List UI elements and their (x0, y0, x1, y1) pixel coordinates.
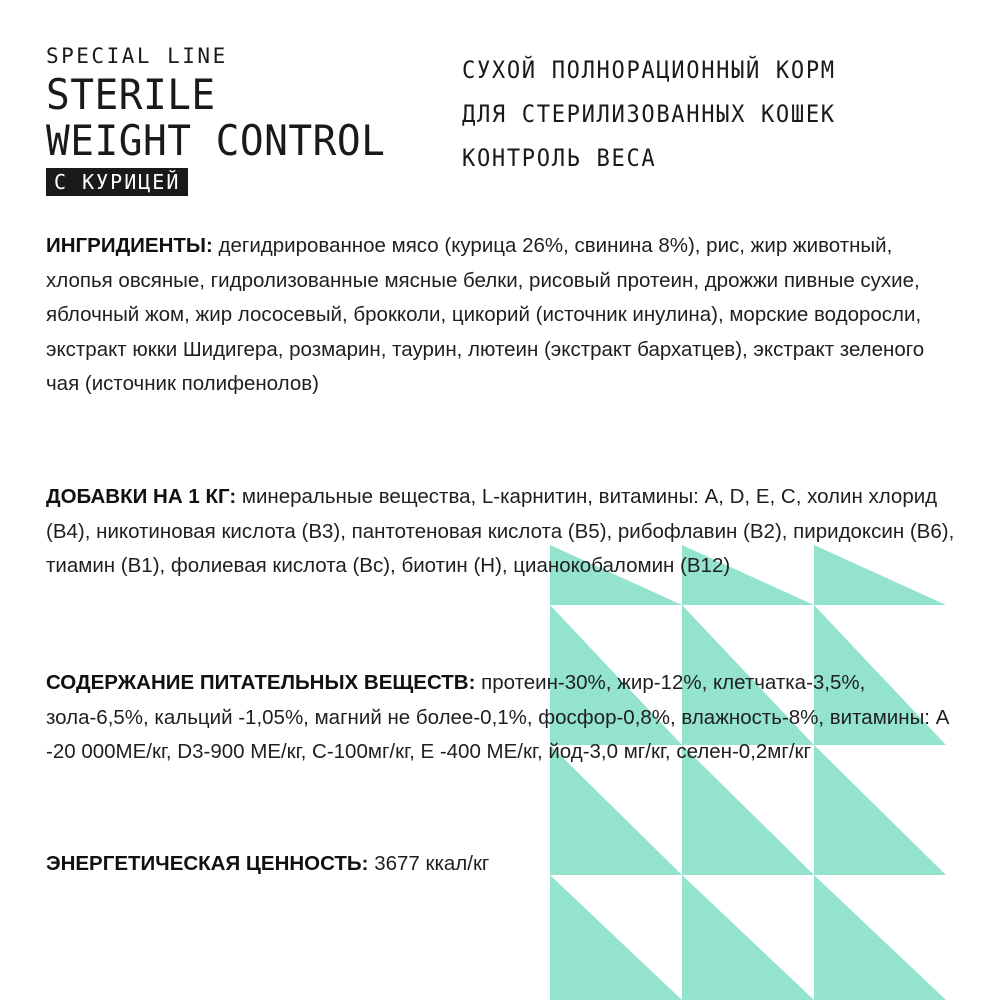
product-line-label: SPECIAL LINE (46, 44, 228, 68)
description-line-1: СУХОЙ ПОЛНОРАЦИОННЫЙ КОРМ (462, 56, 836, 84)
additives-text: минеральные вещества, L-карнитин, витамины: A, D, E, C, холин хлорид (В4), никотиновая кислота (В3), пантотеновая кислота (В5), рибофлавин (В2), пиридоксин (В6), тиамин (В1), фолиевая кислота (Вс), биотин (Н), цианокобаломин (В12) (46, 485, 955, 577)
description-line-2: ДЛЯ СТЕРИЛИЗОВАННЫХ КОШЕК (462, 100, 836, 128)
ingredients-label: ИНГРИДИЕНТЫ: (46, 234, 219, 257)
product-description (462, 48, 868, 180)
energy-label: ЭНЕРГЕТИЧЕСКАЯ ЦЕННОСТЬ: (46, 852, 375, 875)
energy-section (46, 847, 961, 882)
additives-label: ДОБАВКИ НА 1 КГ: (46, 485, 242, 508)
product-title-line-1: STERILE (46, 70, 216, 119)
brand-block (46, 44, 407, 196)
flavor-badge: С КУРИЦЕЙ (46, 168, 188, 196)
description-line-3: КОНТРОЛЬ ВЕСА (462, 144, 657, 172)
ingredients-text: дегидрированное мясо (курица 26%, свинина 8%), рис, жир животный, хлопья овсяные, гидролизованные мясные белки, рисовый протеин, дрожжи пивные сухие, яблочный жом, жир лососевый, брокколи, цикорий (источник инулина), морские водоросли, экстракт юкки Шидигера, розмарин, таурин, лютеин (экстракт бархатцев), экстракт зеленого чая (источник полифенолов) (46, 234, 925, 395)
product-title-line-2: WEIGHT CONTROL (46, 116, 386, 165)
energy-text: 3677 ккал/кг (374, 852, 490, 875)
nutrients-label: СОДЕРЖАНИЕ ПИТАТЕЛЬНЫХ ВЕЩЕСТВ: (46, 671, 482, 694)
nutrients-text: протеин-30%, жир-12%, клетчатка-3,5%, зола-6,5%, кальций -1,05%, магний не более-0,1%, фосфор-0,8%, влажность-8%, витамины: А -20 000МЕ/кг, D3-900 МЕ/кг, С-100мг/кг, Е -400 МЕ/кг, йод-3,0 мг/кг, селен-0,2мг/кг (46, 671, 950, 763)
additives-section (46, 480, 961, 584)
product-title (46, 72, 385, 164)
nutrients-section (46, 666, 961, 770)
ingredients-section (46, 229, 961, 402)
